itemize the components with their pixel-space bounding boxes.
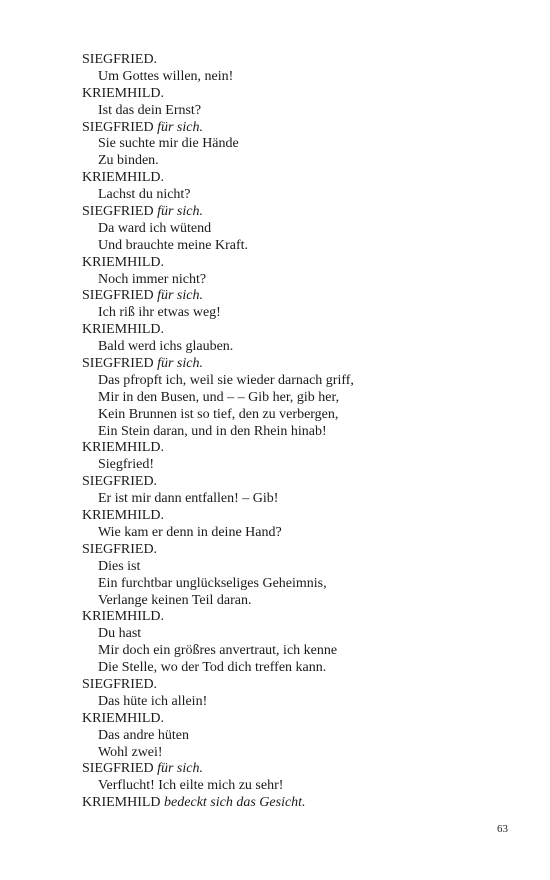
verse-line: Das hüte ich allein! [98, 693, 208, 709]
verse-line: Er ist mir dann entfallen! – Gib! [98, 491, 279, 507]
speaker-line [82, 288, 522, 305]
speaker-line [82, 761, 522, 778]
speaker-name: SIEGFRIED. [82, 541, 158, 557]
speaker-line [82, 52, 522, 69]
speaker-line [82, 255, 522, 272]
speaker-line [82, 711, 522, 728]
speaker-name: KRIEMHILD. [82, 609, 165, 625]
speaker-name: SIEGFRIED [82, 356, 154, 372]
speaker-name: KRIEMHILD. [82, 170, 165, 186]
page-number: 63 [497, 823, 508, 835]
speaker-line [82, 609, 522, 626]
speaker-name: SIEGFRIED [82, 119, 154, 135]
speaker-name: KRIEMHILD. [82, 254, 165, 270]
verse-line: Kein Brunnen ist so tief, den zu verbergen, [98, 406, 339, 422]
speaker-line [82, 120, 522, 137]
speaker-line [82, 170, 522, 187]
stage-direction: für sich. [157, 204, 203, 220]
verse-line: Mir in den Busen, und – – Gib her, gib her, [98, 389, 340, 405]
drama-text [82, 52, 522, 812]
verse-line: Wohl zwei! [98, 744, 163, 760]
speaker-name: SIEGFRIED. [82, 52, 158, 67]
speaker-name: SIEGFRIED. [82, 676, 158, 692]
verse-line: Lachst du nicht? [98, 187, 191, 203]
speaker-line [82, 474, 522, 491]
verse-line: Die Stelle, wo der Tod dich treffen kann. [98, 660, 327, 676]
speaker-line [82, 677, 522, 694]
stage-direction: für sich. [157, 356, 203, 372]
stage-direction: für sich. [157, 119, 203, 135]
verse-line: Das pfropft ich, weil sie wieder darnach griff, [98, 372, 354, 388]
speaker-line [82, 795, 522, 812]
speaker-line [82, 542, 522, 559]
verse-line: Bald werd ichs glauben. [98, 339, 234, 355]
verse-line: Dies ist [98, 558, 141, 574]
speaker-name: KRIEMHILD. [82, 440, 165, 456]
speaker-name: SIEGFRIED [82, 761, 154, 777]
verse-line: Ich riß ihr etwas weg! [98, 305, 221, 321]
speaker-name: KRIEMHILD. [82, 322, 165, 338]
verse-line: Wie kam er denn in deine Hand? [98, 524, 282, 540]
stage-direction: für sich. [157, 288, 203, 304]
speaker-name: KRIEMHILD [82, 795, 161, 811]
speaker-name: KRIEMHILD. [82, 85, 165, 101]
speaker-name: SIEGFRIED. [82, 474, 158, 490]
verse-line: Zu binden. [98, 153, 159, 169]
speaker-name: SIEGFRIED [82, 204, 154, 220]
verse-line: Mir doch ein größres anvertraut, ich kenne [98, 643, 338, 659]
speaker-line [82, 508, 522, 525]
speaker-line [82, 86, 522, 103]
verse-line: Du hast [98, 626, 142, 642]
verse-line: Noch immer nicht? [98, 271, 207, 287]
verse-line: Und brauchte meine Kraft. [98, 237, 249, 253]
verse-line: Das andre hüten [98, 727, 189, 743]
verse-line: Ein furchtbar unglückseliges Geheimnis, [98, 575, 327, 591]
verse-line: Siegfried! [98, 457, 154, 473]
speaker-name: KRIEMHILD. [82, 508, 165, 524]
stage-direction: für sich. [157, 761, 203, 777]
stage-direction: bedeckt sich das Gesicht. [164, 795, 306, 811]
speaker-line [82, 440, 522, 457]
verse-line: Um Gottes willen, nein! [98, 68, 234, 84]
speaker-name: SIEGFRIED [82, 288, 154, 304]
verse-line: Sie suchte mir die Hände [98, 136, 239, 152]
verse-line: Ein Stein daran, und in den Rhein hinab! [98, 423, 327, 439]
verse-line: Da ward ich wütend [98, 220, 212, 236]
speaker-line [82, 322, 522, 339]
verse-line: Verlange keinen Teil daran. [98, 592, 252, 608]
verse-line: Verflucht! Ich eilte mich zu sehr! [98, 778, 284, 794]
speaker-line [82, 356, 522, 373]
verse-line: Ist das dein Ernst? [98, 102, 202, 118]
speaker-line [82, 204, 522, 221]
speaker-name: KRIEMHILD. [82, 710, 165, 726]
